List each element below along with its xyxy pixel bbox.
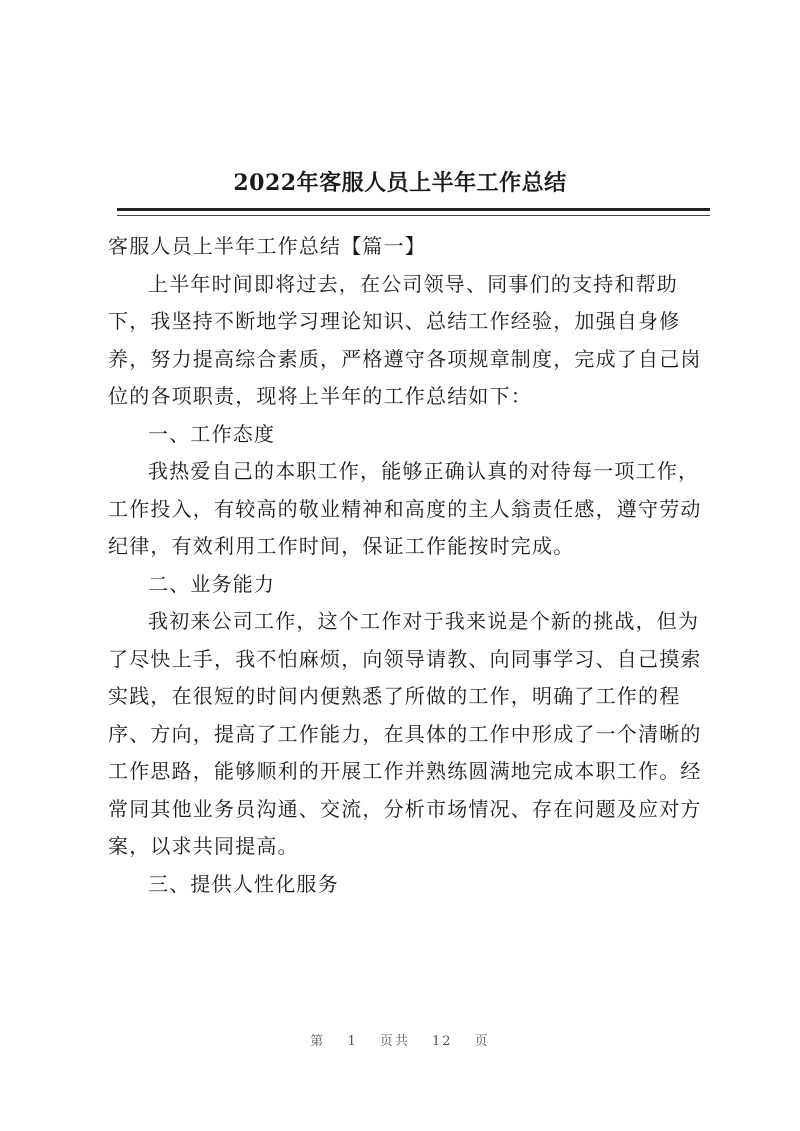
- section-heading: 三、提供人性化服务: [148, 871, 339, 896]
- text-line: 序、方向，提高了工作能力，在具体的工作中形成了一个清晰的: [108, 721, 702, 746]
- text-line: 工作思路，能够顺利的开展工作并熟练圆满地完成本职工作。经: [108, 759, 702, 783]
- document-title: 2022年客服人员上半年工作总结: [233, 170, 567, 196]
- text-line: 我初来公司工作，这个工作对于我来说是个新的挑战，但为: [148, 609, 700, 633]
- document-body: [108, 228, 700, 903]
- text-line: 案，以求共同提高。: [108, 834, 299, 858]
- footer-page-number: 1: [347, 1034, 358, 1049]
- text-line: 我热爱自己的本职工作，能够正确认真的对待每一项工作，: [148, 459, 700, 483]
- text-line: 位的各项职责，现将上半年的工作总结如下：: [108, 384, 532, 408]
- title-rule-thick: [117, 208, 710, 211]
- text-line: 工作投入，有较高的敬业精神和高度的主人翁责任感，遵守劳动: [108, 496, 702, 521]
- footer-middle: 页共: [379, 1034, 410, 1049]
- text-line: 实践，在很短的时间内便熟悉了所做的工作，明确了工作的程: [108, 684, 681, 708]
- footer-suffix: 页: [474, 1034, 490, 1049]
- text-line: 客服人员上半年工作总结【篇一】: [108, 234, 426, 258]
- footer-prefix: 第: [310, 1034, 326, 1049]
- text-line: 纪律，有效利用工作时间，保证工作能按时完成。: [108, 534, 575, 558]
- footer-total-pages: 12: [432, 1034, 453, 1049]
- text-line: 常同其他业务员沟通、交流，分析市场情况、存在问题及应对方: [108, 796, 702, 821]
- page-footer: [0, 1030, 800, 1049]
- section-heading: 二、业务能力: [148, 571, 276, 596]
- section-heading: 一、工作态度: [148, 421, 276, 446]
- text-line: 了尽快上手，我不怕麻烦，向领导请教、向同事学习、自己摸索: [108, 646, 702, 671]
- text-line: 养，努力提高综合素质，严格遵守各项规章制度，完成了自己岗: [108, 346, 702, 371]
- title-rule-thin: [117, 215, 710, 216]
- text-line: 下，我坚持不断地学习理论知识、总结工作经验，加强自身修: [108, 309, 681, 333]
- text-line: 上半年时间即将过去，在公司领导、同事们的支持和帮助: [148, 271, 678, 296]
